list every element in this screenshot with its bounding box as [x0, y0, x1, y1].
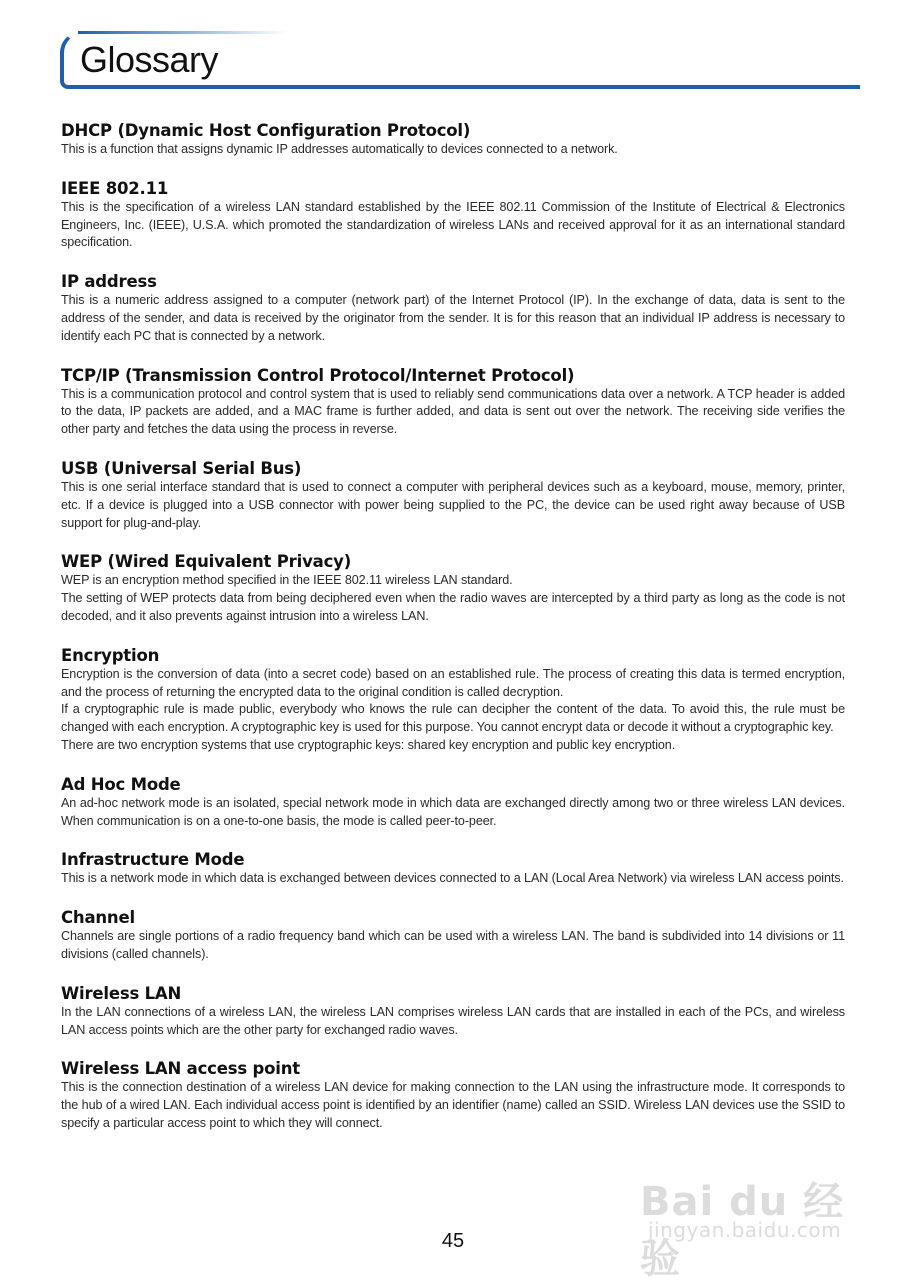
- glossary-entry-dhcp: [61, 120, 845, 159]
- glossary-definition: In the LAN connections of a wireless LAN, the wireless LAN comprises wireless LAN cards that are installed in each of the PCs, and wireless LAN access points which are the other party for exchanged radio waves.: [61, 1004, 845, 1037]
- glossary-entry-encryption: [61, 645, 845, 755]
- glossary-term: Wireless LAN: [61, 983, 182, 1003]
- glossary-term: IEEE 802.11: [61, 178, 169, 198]
- page-number: 45: [441, 1230, 465, 1252]
- glossary-term: Encryption: [61, 645, 160, 665]
- glossary-term: Infrastructure Mode: [61, 850, 245, 870]
- glossary-term: Wireless LAN access point: [61, 1059, 300, 1079]
- glossary-entry-ip-address: [61, 271, 845, 345]
- glossary-term: Ad Hoc Mode: [61, 774, 181, 794]
- glossary-term: TCP/IP (Transmission Control Protocol/Internet Protocol): [61, 365, 575, 385]
- glossary-entry-wep: [61, 551, 845, 625]
- glossary-definition: Channels are single portions of a radio frequency band which can be used with a wireless LAN. The band is subdivided into 14 divisions or 11 divisions (called channels).: [61, 929, 845, 961]
- glossary-term: Channel: [61, 908, 135, 928]
- glossary-term: DHCP (Dynamic Host Configuration Protocol): [61, 121, 471, 140]
- glossary-definition: This is a function that assigns dynamic IP addresses automatically to devices connected to a network.: [61, 142, 618, 156]
- glossary-entry-wireless-lan-access-point: [61, 1058, 845, 1132]
- glossary-definition: This is a numeric address assigned to a computer (network part) of the Internet Protocol (IP). In the exchange of data, data is sent to the address of the sender, and data is received by the originator from the sender. It is for this reason that an individual IP address is necessary to identify each PC that is connected by a network.: [61, 293, 845, 343]
- glossary-definition: This is the specification of a wireless LAN standard established by the IEEE 802.11 Commission of the Institute of Electrical & Electronics Engineers, Inc. (IEEE), U.S.A. which promoted the standardization of wireless LANs and received approval for it as an international standard specification.: [61, 199, 845, 250]
- glossary-term: IP address: [61, 272, 157, 292]
- glossary-entry-ieee-80211: [61, 178, 845, 252]
- glossary-definition: There are two encryption systems that use cryptographic keys: shared key encryption and public key encryption.: [61, 737, 676, 752]
- glossary-term: WEP (Wired Equivalent Privacy): [61, 552, 352, 572]
- glossary-entry-wireless-lan: [61, 983, 845, 1040]
- glossary-term: USB (Universal Serial Bus): [61, 458, 302, 478]
- glossary-entry-channel: [61, 907, 845, 964]
- glossary-definition: This is a network mode in which data is exchanged between devices connected to a LAN (Local Area Network) via wireless LAN access points.: [61, 871, 844, 886]
- glossary-definition: WEP is an encryption method specified in the IEEE 802.11 wireless LAN standard.: [61, 573, 513, 588]
- glossary-definition: This is the connection destination of a wireless LAN device for making connection to the LAN using the infrastructure mode. It corresponds to the hub of a wired LAN. Each individual access point is identified by an identifier (name) called an SSID. Wireless LAN devices use the SSID to specify a particular access point to which they will connect.: [61, 1080, 845, 1130]
- watermark-url: jingyan.baidu.com: [648, 1218, 842, 1242]
- glossary-definition: The setting of WEP protects data from being deciphered even when the radio waves are intercepted by a third party as long as the code is not decoded, and it also prevents against intrusion into a wireless LAN.: [61, 591, 845, 623]
- glossary-definition: Encryption is the conversion of data (into a secret code) based on an established rule. The process of creating this data is termed encryption, and the process of returning the encrypted data to the original condition is called decryption.: [61, 666, 845, 699]
- glossary-definition: An ad-hoc network mode is an isolated, special network mode in which data are exchanged directly among two or three wireless LAN devices. When communication is on a one-to-one basis, the mode is called peer-to-peer.: [61, 795, 845, 828]
- page-title: Glossary: [80, 39, 219, 80]
- glossary-definition: This is a communication protocol and control system that is used to reliably send communications data over a network. A TCP header is added to the data, IP packets are added, and a MAC frame is further added, and data is sent out over the network. The receiving side verifies the other party and fetches the data using the process in reverse.: [61, 386, 845, 437]
- glossary-definition: This is one serial interface standard that is used to connect a computer with peripheral devices such as a keyboard, mouse, memory, printer, etc. If a device is plugged into a USB connector with power being supplied to the PC, the device can be used right away because of USB support for plug-and-play.: [61, 479, 845, 530]
- glossary-entry-tcp-ip: [61, 365, 845, 439]
- glossary-entry-usb: [61, 458, 845, 532]
- glossary-definition: If a cryptographic rule is made public, everybody who knows the rule can decipher the content of the data. To avoid this, the rule must be changed with each encryption. A cryptographic key is used for this purpose. You cannot encrypt data or decode it without a cryptographic key.: [61, 702, 845, 735]
- glossary-list: [61, 120, 845, 1152]
- glossary-entry-infrastructure-mode: [61, 849, 845, 888]
- watermark-logo-text: Bai du 经验: [640, 1179, 845, 1282]
- glossary-entry-ad-hoc-mode: [61, 774, 845, 831]
